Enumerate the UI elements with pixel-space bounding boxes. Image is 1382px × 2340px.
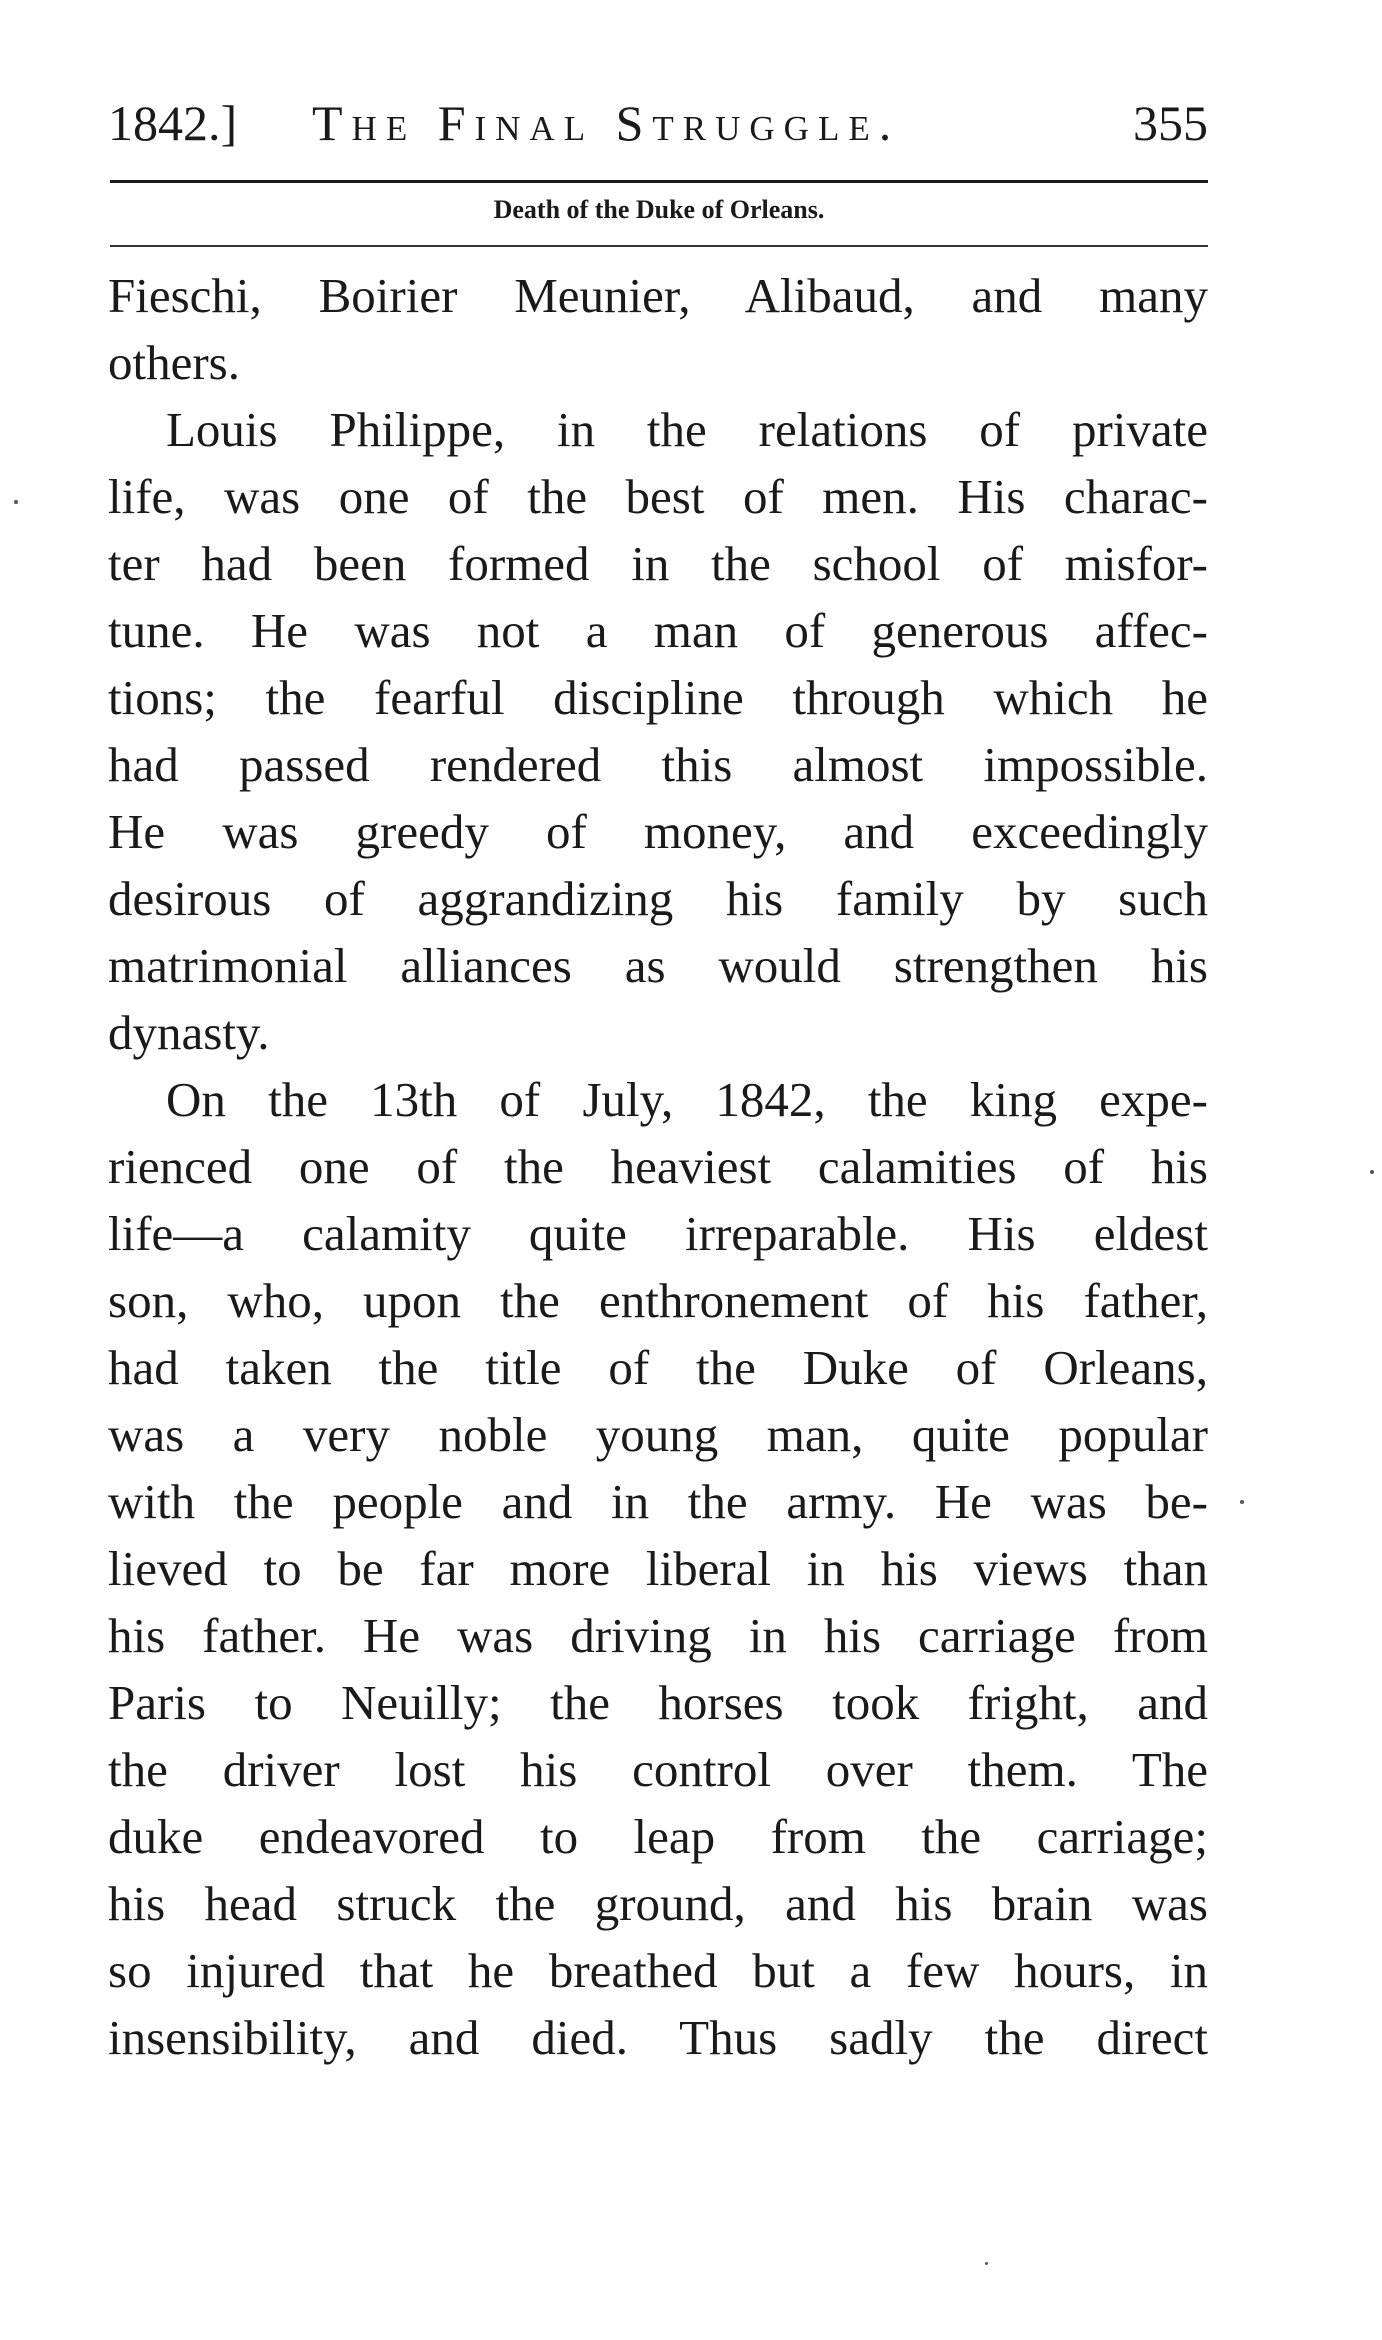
header-rule-bottom (110, 245, 1208, 247)
running-head (108, 88, 1208, 158)
header-rule-top (110, 180, 1208, 183)
text-line: life, was one of the best of men. His charac- (108, 469, 1208, 524)
scan-speck (14, 500, 18, 504)
scan-speck (985, 2262, 988, 2265)
text-line: lieved to be far more liberal in his views than (108, 1541, 1208, 1596)
text-line: son, who, upon the enthronement of his father, (108, 1273, 1208, 1328)
paragraph-start-line: On the 13th of July, 1842, the king expe- (166, 1072, 1208, 1127)
text-line: ter had been formed in the school of misfor- (108, 536, 1208, 591)
text-line: Fieschi, Boirier Meunier, Alibaud, and many (108, 268, 1208, 323)
text-line: rienced one of the heaviest calamities of his (108, 1139, 1208, 1194)
text-line: his head struck the ground, and his brain was (108, 1876, 1208, 1931)
text-line: Paris to Neuilly; the horses took fright, and (108, 1675, 1208, 1730)
page-number: 355 (1133, 95, 1208, 151)
text-line: his father. He was driving in his carriage from (108, 1608, 1208, 1663)
text-line: desirous of aggrandizing his family by such (108, 871, 1208, 926)
text-line: tions; the fearful discipline through which he (108, 670, 1208, 725)
text-line: had passed rendered this almost impossible. (108, 737, 1208, 792)
text-line: the driver lost his control over them. The (108, 1742, 1208, 1797)
text-line: had taken the title of the Duke of Orleans, (108, 1340, 1208, 1395)
running-head-title: The Final Struggle. (312, 95, 901, 151)
text-line: matrimonial alliances as would strengthen his (108, 938, 1208, 993)
section-subheading: Death of the Duke of Orleans. (493, 195, 825, 224)
body-text (108, 262, 1208, 2071)
text-line: so injured that he breathed but a few hours, in (108, 1943, 1208, 1998)
text-line: life—a calamity quite irreparable. His eldest (108, 1206, 1208, 1261)
running-head-year: 1842.] (108, 95, 238, 151)
scan-speck (1240, 1500, 1244, 1504)
text-line: duke endeavored to leap from the carriage; (108, 1809, 1208, 1864)
text-line: was a very noble young man, quite popular (108, 1407, 1208, 1462)
scan-speck (1370, 1170, 1374, 1174)
text-line: others. (108, 335, 240, 390)
text-line: tune. He was not a man of generous affec- (108, 603, 1208, 658)
text-line: He was greedy of money, and exceedingly (108, 804, 1208, 859)
paragraph-start-line: Louis Philippe, in the relations of private (166, 402, 1208, 457)
text-line: dynasty. (108, 1005, 270, 1060)
text-line: insensibility, and died. Thus sadly the direct (108, 2010, 1208, 2065)
text-line: with the people and in the army. He was be- (108, 1474, 1208, 1529)
